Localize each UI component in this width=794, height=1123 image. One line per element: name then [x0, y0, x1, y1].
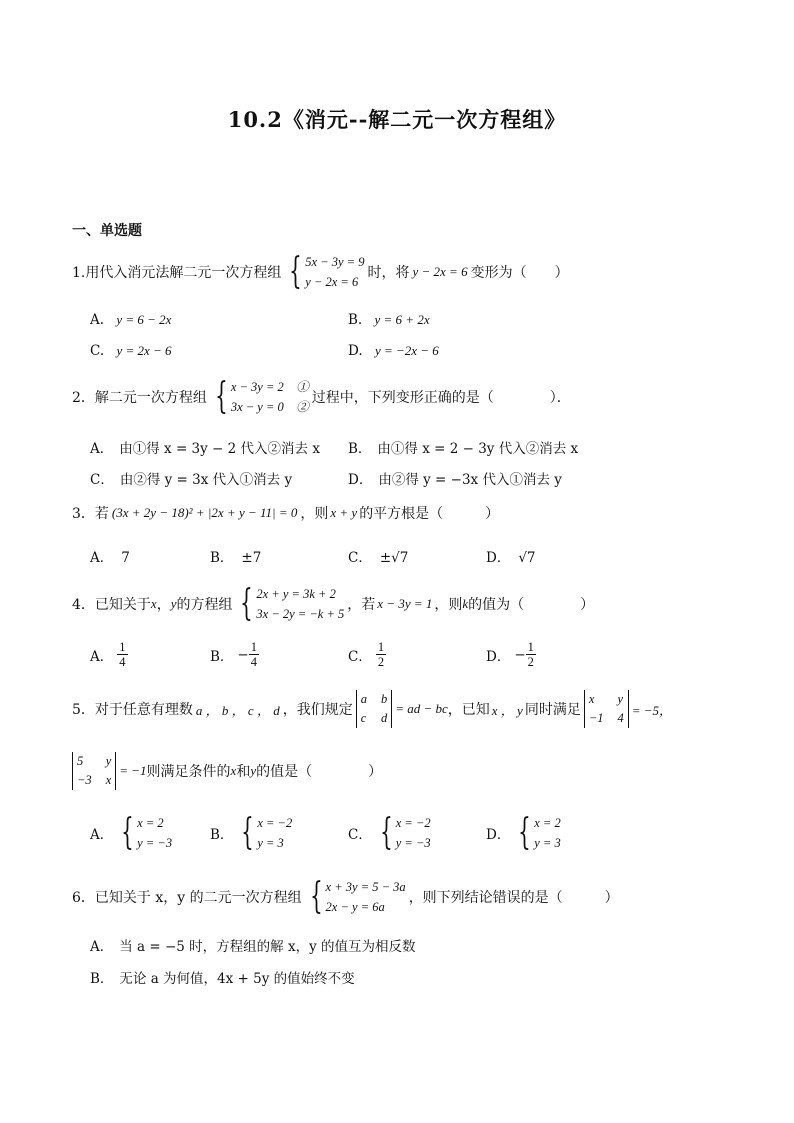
option-text: 由①得 x = 2 − 3y 代入②消去 x [377, 441, 579, 457]
q4-equation-system [235, 584, 344, 624]
q5-xy: x ， y [491, 702, 523, 718]
q4-text-c: ，若 [347, 597, 376, 613]
question-1-stem [72, 252, 569, 292]
option-letter: B． [90, 971, 114, 987]
q4-var-x: x [150, 596, 157, 611]
q5-option-a[interactable] [90, 813, 175, 853]
q5-text-f: 的值是（ ） [256, 764, 383, 780]
question-3-stem [72, 503, 499, 523]
q5-var-y: y [250, 763, 257, 778]
option-text: 由①得 x = 3y − 2 代入②消去 x [119, 441, 320, 457]
option-text: y = 6 + 2x [374, 312, 430, 327]
q5-determinant-definition [356, 690, 393, 728]
q5-option-c[interactable] [348, 813, 434, 853]
option-text: 由②得 y = −3x 代入①消去 y [378, 472, 562, 488]
q4-var-y: y [170, 596, 177, 611]
option-letter: D． [348, 472, 373, 488]
det-cell: 5 [77, 754, 84, 768]
q5-text-c: ，已知 [447, 702, 490, 718]
brace-symbol: { [289, 251, 303, 292]
det-cell: y [105, 754, 112, 768]
q6-option-b[interactable] [90, 967, 355, 987]
option-fraction [376, 640, 386, 669]
q3-option-a[interactable] [90, 546, 130, 566]
option-text: y = −2x − 6 [374, 343, 439, 358]
q5-text-e: 则满足条件的 [146, 764, 231, 780]
option-text: 7 [121, 550, 130, 566]
q6-equation-2: 2x − y = 6a [325, 900, 385, 914]
det-cell: −3 [77, 773, 92, 787]
q4-option-b[interactable] [210, 640, 259, 669]
det-cell: d [380, 711, 388, 725]
option-letter: D. [348, 343, 363, 359]
option-equation: x = −2 [395, 816, 431, 830]
q5-option-d[interactable] [486, 813, 564, 853]
option-letter: C． [348, 648, 372, 665]
det-cell: y [617, 692, 624, 706]
q2-option-b[interactable] [348, 437, 578, 457]
q3-expression: (3x + 2y − 18)² + |2x + y − 11| = 0 [111, 505, 298, 520]
q3-text-c: 的平方根是（ ） [359, 506, 500, 522]
det-cell: a [360, 692, 367, 706]
question-6-stem [72, 877, 619, 917]
q5-vars: a ， b ， c ， d [195, 702, 280, 718]
option-letter: C． [348, 550, 372, 566]
q4-text-a: 4．已知关于 [72, 597, 151, 613]
q2-text-a: 2．解二元一次方程组 [72, 390, 207, 406]
option-letter: C． [348, 827, 372, 843]
q1-text-b: 时，将 [367, 265, 410, 281]
option-equation: x = −2 [257, 816, 293, 830]
q6-option-a[interactable] [90, 935, 416, 955]
option-fraction [117, 640, 127, 669]
option-equation: x = 2 [137, 816, 164, 830]
q2-option-a[interactable] [90, 437, 320, 457]
det-cell: b [380, 692, 388, 706]
option-text: ±√7 [379, 550, 409, 566]
q4-option-d[interactable] [486, 640, 536, 669]
option-letter: A． [90, 827, 114, 843]
brace-symbol: { [215, 376, 228, 417]
option-letter: C. [90, 343, 105, 359]
q5-definition: = ad − bc [395, 701, 448, 716]
option-letter: C． [90, 472, 114, 488]
q6-equation-1: x + 3y = 5 − 3a [325, 880, 406, 894]
q6-text-a: 6．已知关于 x，y 的二元一次方程组 [72, 890, 302, 906]
q1-expression: y − 2x = 6 [412, 264, 468, 279]
brace-symbol: { [241, 812, 255, 853]
det-cell: c [360, 711, 367, 725]
option-equation: y = −3 [395, 836, 431, 850]
q1-option-d[interactable] [348, 343, 439, 359]
option-sign: − [237, 646, 249, 663]
q1-equation-2: y − 2x = 6 [305, 275, 359, 289]
q4-text-b: 的方程组 [176, 597, 233, 613]
fraction-numerator: 1 [527, 640, 534, 654]
q5-equation-1: = −5， [631, 702, 673, 718]
option-letter: D． [486, 648, 511, 665]
q5-text-a: 5．对于任意有理数 [72, 702, 193, 718]
q1-option-b[interactable] [348, 312, 430, 328]
q3-expression-2: x + y [330, 505, 358, 520]
fraction-numerator: 1 [119, 640, 126, 654]
question-4-stem [72, 584, 594, 624]
fraction-denominator: 2 [527, 655, 534, 669]
q2-text-b: 过程中，下列变形正确的是（ ）． [311, 390, 571, 406]
q4-text-e: 的值为（ ） [468, 597, 595, 613]
option-letter: D． [486, 550, 511, 566]
det-cell: −1 [588, 711, 604, 725]
option-text: 由②得 y = 3x 代入①消去 y [119, 472, 293, 488]
q2-option-c[interactable] [90, 468, 292, 488]
option-equation: y = 3 [257, 836, 284, 850]
q3-option-b[interactable] [210, 546, 261, 566]
q2-equation-2: 3x − y = 0 ② [230, 400, 309, 414]
q3-option-c[interactable] [348, 546, 408, 566]
option-letter: A. [90, 312, 105, 328]
option-letter: B． [210, 827, 234, 843]
q1-option-c[interactable] [90, 343, 172, 359]
option-letter: B． [348, 441, 372, 457]
option-letter: B. [348, 312, 363, 328]
q4-option-a[interactable] [90, 640, 128, 669]
q4-sep: ， [156, 597, 171, 613]
option-letter: B． [210, 648, 234, 665]
fraction-numerator: 1 [377, 640, 385, 654]
brace-symbol: { [240, 583, 254, 624]
q2-option-d[interactable] [348, 468, 562, 488]
q1-equation-system [284, 252, 364, 292]
q3-text-a: 3．若 [72, 506, 109, 522]
q5-determinant-1 [584, 690, 629, 728]
det-cell: x [105, 773, 112, 787]
brace-symbol: { [518, 812, 532, 853]
q5-text-b: ，我们规定 [282, 702, 353, 718]
option-letter: D． [486, 827, 511, 843]
q4-equation-1: 2x + y = 3k + 2 [256, 587, 336, 601]
q4-var-k: k [462, 596, 469, 611]
fraction-numerator: 1 [250, 640, 257, 654]
fraction-denominator: 2 [377, 655, 385, 669]
question-2-stem [72, 377, 571, 417]
q1-text-a: 1.用代入消元法解二元一次方程组 [72, 265, 282, 281]
q5-option-b[interactable] [210, 813, 295, 853]
option-equation: x = 2 [534, 816, 561, 830]
q4-option-c[interactable] [348, 640, 386, 669]
q3-text-b: ，则 [300, 506, 329, 522]
q5-text-d: 同时满足 [524, 702, 581, 718]
q5-var-x: x [230, 763, 237, 778]
q5-he: 和 [236, 764, 251, 780]
option-fraction [249, 640, 259, 669]
option-letter: A． [90, 441, 114, 457]
option-sign: − [514, 646, 526, 663]
q2-equation-system [210, 377, 309, 417]
q4-equation-2: 3x − 2y = −k + 5 [256, 607, 345, 621]
section-heading: 一、单选题 [72, 223, 142, 239]
brace-symbol: { [379, 812, 393, 853]
brace-symbol: { [309, 876, 323, 917]
option-text: y = 6 − 2x [116, 312, 172, 327]
option-equation: y = −3 [137, 836, 173, 850]
q1-option-a[interactable] [90, 312, 171, 328]
q4-expression: x − 3y = 1 [377, 596, 433, 611]
option-text: √7 [518, 550, 536, 566]
option-text: 无论 a 为何值，4x + 5y 的值始终不变 [119, 971, 355, 987]
q2-equation-1: x − 3y = 2 ① [230, 380, 309, 394]
option-fraction [526, 640, 536, 669]
question-5-stem [72, 690, 672, 728]
q6-text-b: ，则下列结论错误的是（ ） [408, 890, 619, 906]
option-letter: A． [90, 648, 114, 665]
fraction-denominator: 4 [119, 655, 126, 669]
q1-text-c: 变形为（ ） [470, 265, 569, 281]
option-equation: y = 3 [534, 836, 561, 850]
option-text: ±7 [241, 550, 262, 566]
option-text: y = 2x − 6 [116, 343, 172, 358]
q5-determinant-2 [72, 752, 116, 790]
option-letter: A． [90, 550, 114, 566]
det-cell: x [588, 692, 595, 706]
q1-equation-1: 5x − 3y = 9 [305, 255, 365, 269]
fraction-denominator: 4 [250, 655, 257, 669]
page-title: 10.2《消元--解二元一次方程组》 [227, 107, 567, 132]
q6-equation-system [305, 877, 406, 917]
q4-text-d: ，则 [434, 597, 463, 613]
option-text: 当 a = −5 时，方程组的解 x，y 的值互为相反数 [119, 939, 416, 955]
option-letter: A． [90, 939, 114, 955]
det-cell: 4 [617, 711, 624, 725]
q5-equation-2: = −1 [119, 763, 147, 778]
q3-option-d[interactable] [486, 546, 536, 566]
option-letter: B． [210, 550, 234, 566]
question-5-stem-continued [72, 752, 382, 790]
brace-symbol: { [121, 812, 135, 853]
